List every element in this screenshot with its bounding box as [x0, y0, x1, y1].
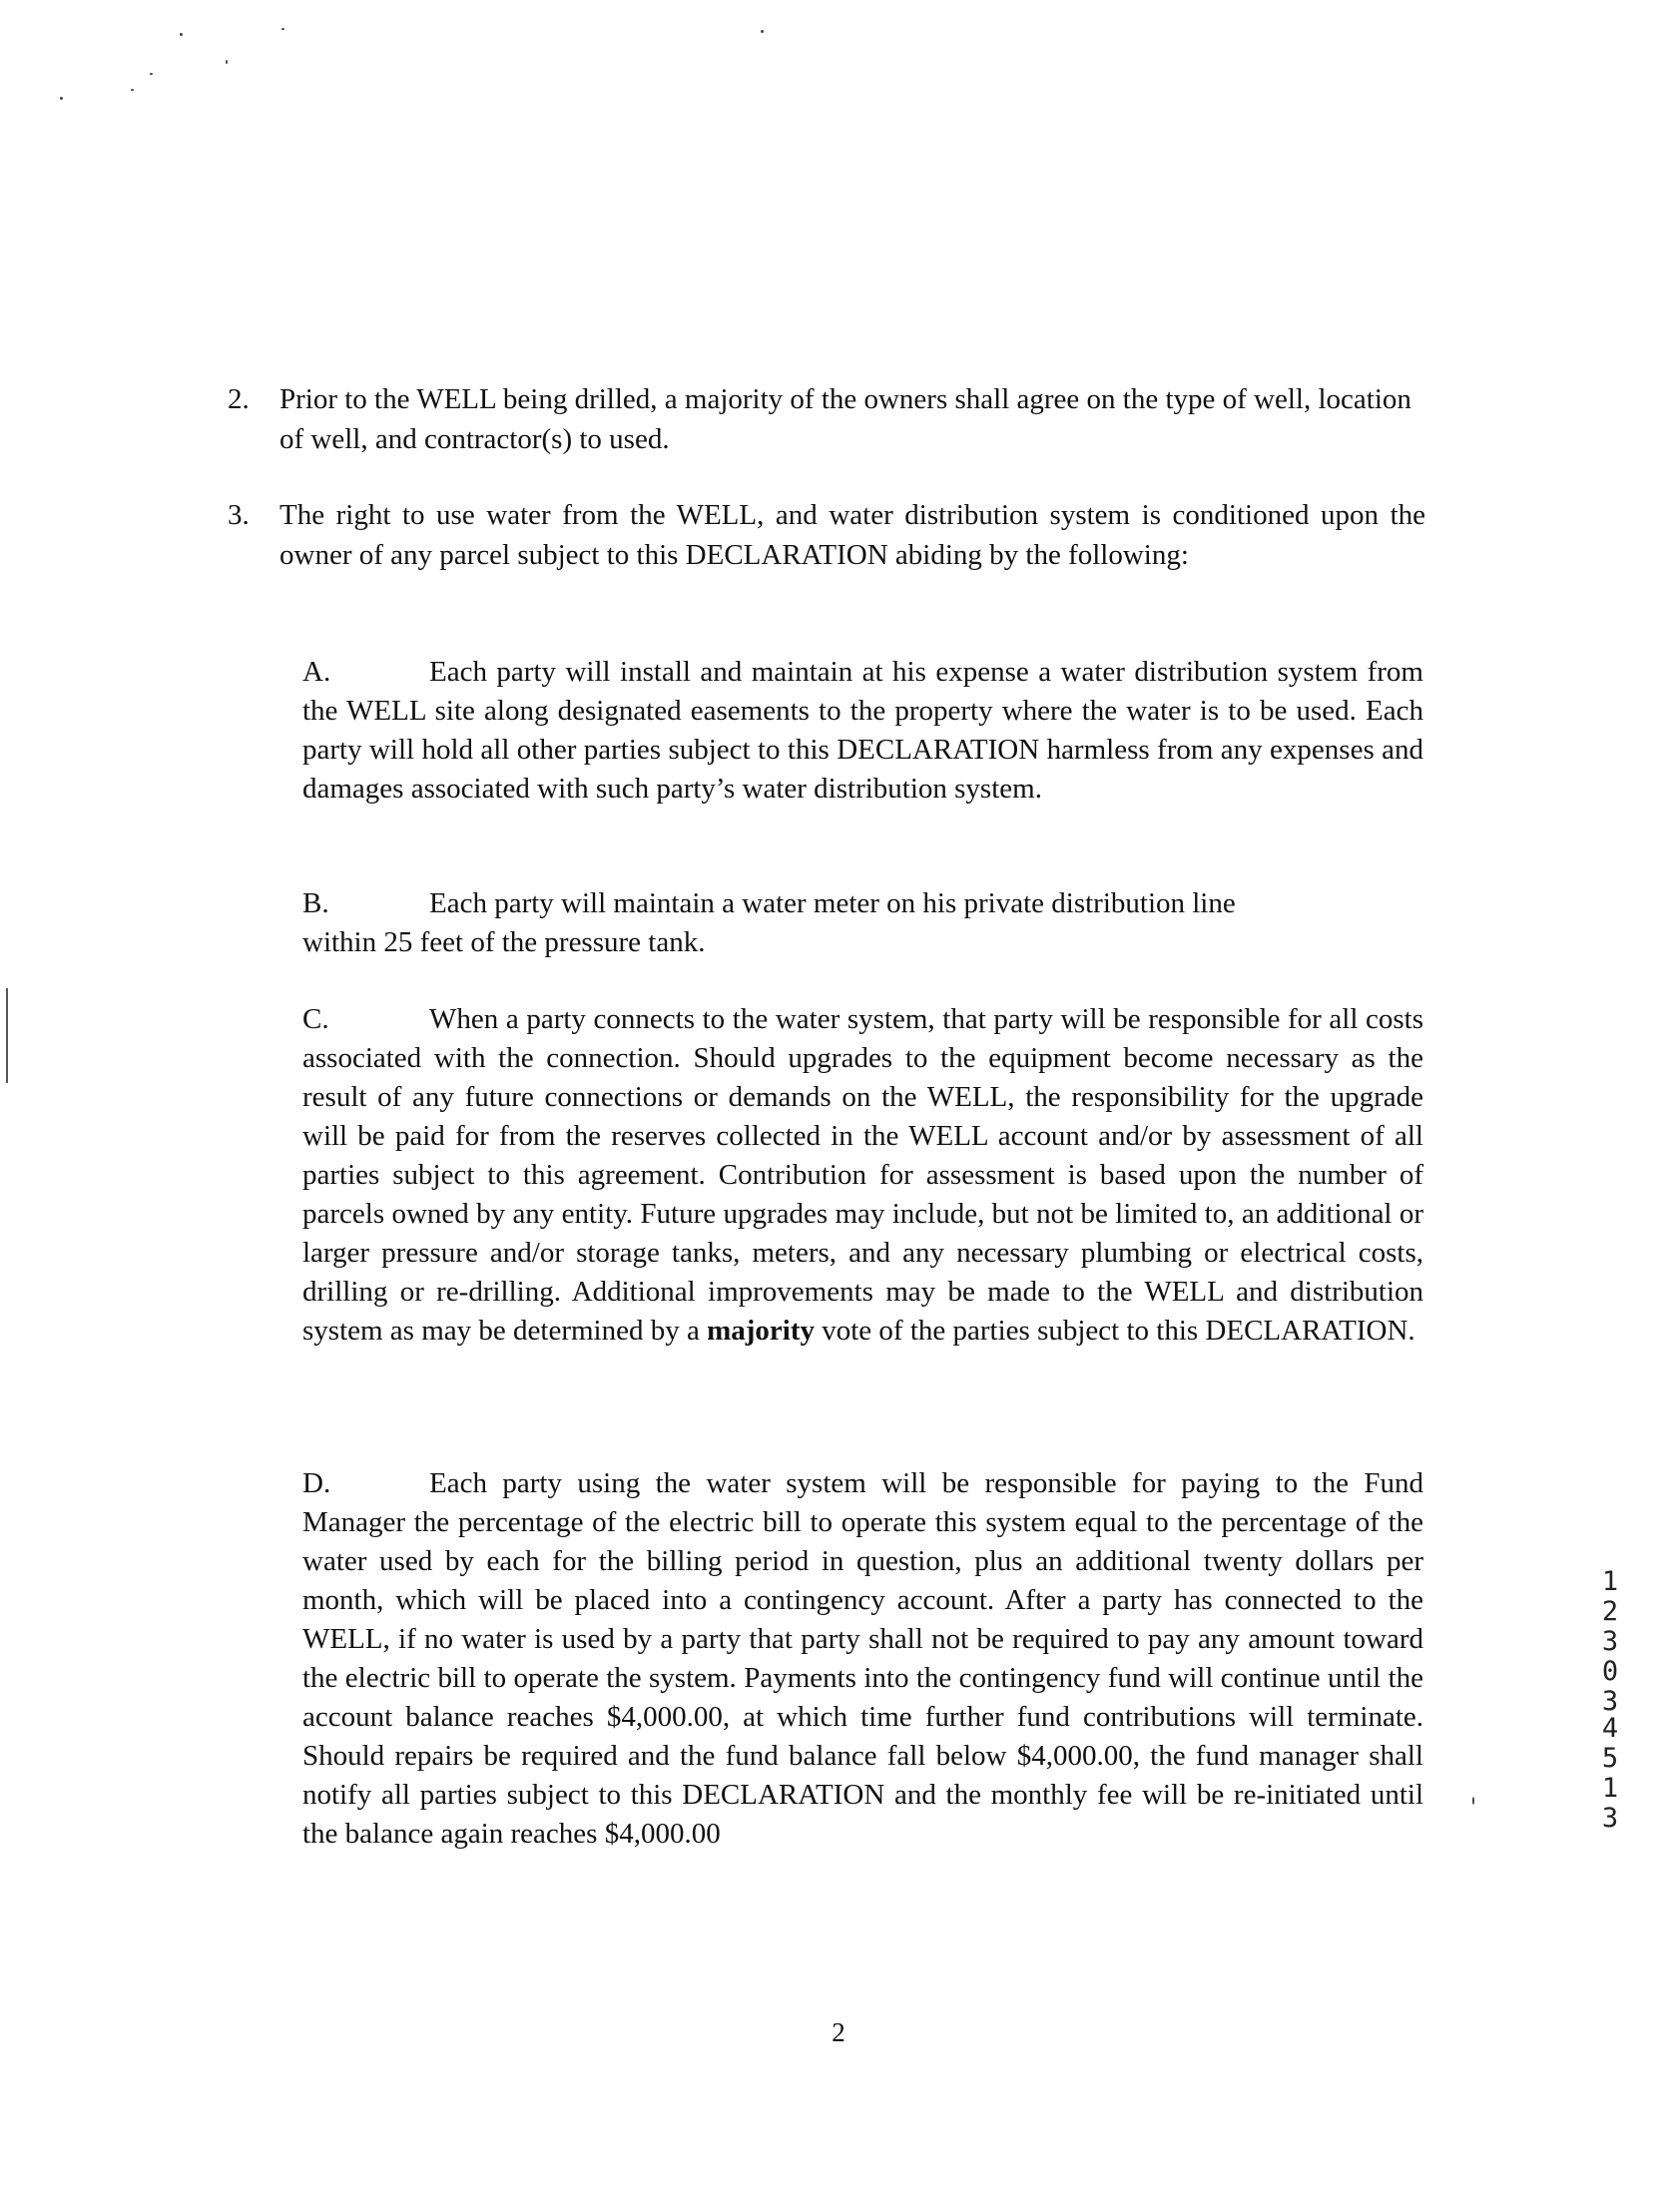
clause-2	[228, 380, 1425, 459]
scan-speck	[150, 73, 153, 75]
stamp-digit: 4	[1601, 1713, 1619, 1744]
emphasis-majority: majority	[707, 1315, 815, 1347]
scan-speck	[1472, 1797, 1474, 1805]
stamp-digit: 2	[1601, 1596, 1619, 1627]
subsection-letter: C.	[302, 1003, 329, 1035]
subsection-text: When a party connects to the water system, that party will be responsible for all costs associated with the connection. Should upgrades to the equipment become necessary as the result of any future connections or demands on the WELL, the responsibility for the upgrade will be paid for from the reserves collected in the WELL account and/or by assessment of all parties subject to this agreement. Contribution for assessment is based upon the number of parcels owned by any entity. Future upgrades may include, but not be limited to, an additional or larger pressure and/or storage tanks, meters, and any necessary plumbing or electrical costs, drilling or re-drilling. Additional improvements may be made to the WELL and distribution system as may be determined by a	[302, 1003, 1423, 1347]
subsection-letter: A.	[302, 656, 331, 688]
subsection-b	[302, 884, 1423, 962]
stamp-digit: 1	[1601, 1773, 1619, 1804]
stamp-digit: 3	[1601, 1626, 1619, 1657]
scan-speck	[226, 60, 228, 64]
subsection-line: within 25 feet of the pressure tank.	[302, 926, 706, 958]
clause-text: The right to use water from the WELL, and water distribution system is conditioned upon the owner of any parcel subject to this DECLARATION abiding by the following:	[280, 499, 1425, 571]
scan-speck	[131, 89, 134, 91]
subsection-letter: D.	[302, 1467, 331, 1499]
scan-speck	[180, 33, 183, 36]
subsection-a	[302, 653, 1423, 809]
recording-stamp-bottom	[1595, 1714, 1625, 1834]
recording-stamp-top	[1595, 1567, 1625, 1717]
page-number: 2	[832, 2017, 845, 2047]
stamp-digit: 3	[1601, 1686, 1619, 1717]
subsection-line	[302, 884, 1423, 923]
scan-speck	[60, 97, 63, 100]
scan-margin-line	[6, 988, 8, 1083]
stamp-digit: 1	[1601, 1566, 1619, 1597]
clause-text: Prior to the WELL being drilled, a majority of the owners shall agree on the type of well, location of well, and contractor(s) to used.	[280, 383, 1411, 455]
stamp-digit: 3	[1601, 1803, 1619, 1834]
stamp-digit: 5	[1601, 1743, 1619, 1774]
stamp-digit: 0	[1601, 1656, 1619, 1687]
scan-speck	[761, 30, 764, 33]
scan-speck	[281, 28, 284, 30]
clause-number: 2.	[228, 383, 250, 415]
subsection-d	[302, 1464, 1423, 1854]
subsection-c	[302, 1000, 1423, 1351]
subsection-letter: B.	[302, 887, 329, 919]
clause-number: 3.	[228, 499, 250, 531]
subsection-text: vote of the parties subject to this DECLARATION.	[822, 1315, 1415, 1347]
subsection-text: Each party will install and maintain at his expense a water distribution system from the WELL site along designated easements to the property where the water is to be used. Each party will hold all other parties subject to this DECLARATION harmless from any expenses and damages associated with such party’s water distribution system.	[302, 656, 1423, 805]
subsection-text: Each party will maintain a water meter on his private distribution line	[429, 887, 1236, 919]
subsection-text: Each party using the water system will be responsible for paying to the Fund Manager the percentage of the electric bill to operate this system equal to the percentage of the water used by each for the billing period in question, plus an additional twenty dollars per month, which will be placed into a contingency account. After a party has connected to the WELL, if no water is used by a party that party shall not be required to pay any amount toward the electric bill to operate the system. Payments into the contingency fund will continue until the account balance reaches $4,000.00, at which time further fund contributions will terminate. Should repairs be required and the fund balance fall below $4,000.00, the fund manager shall notify all parties subject to this DECLARATION and the monthly fee will be re-initiated until the balance again reaches $4,000.00	[302, 1467, 1423, 1850]
clause-3	[228, 496, 1425, 575]
